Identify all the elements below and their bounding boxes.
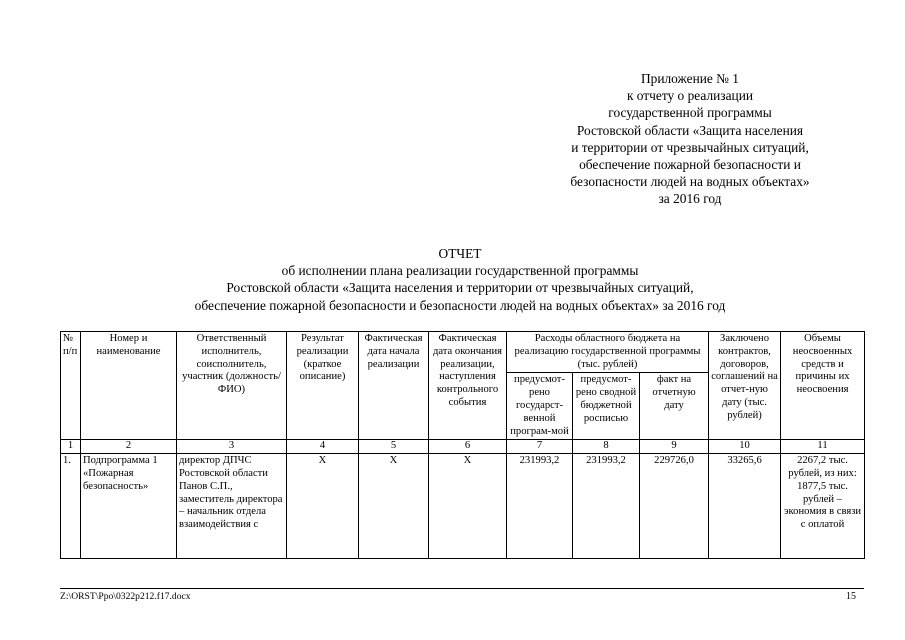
report-title-line: об исполнении плана реализации государственной программы bbox=[281, 263, 639, 279]
report-title-line: Ростовской области «Защита населения и территории от чрезвычайных ситуаций, bbox=[226, 280, 694, 296]
report-title bbox=[60, 245, 860, 314]
column-number: 1 bbox=[61, 440, 81, 454]
row-contracts-text: 33265,6 bbox=[727, 455, 762, 467]
appendix-line: обеспечение пожарной безопасности и bbox=[579, 157, 801, 173]
column-number: 11 bbox=[781, 440, 865, 454]
footer-divider bbox=[60, 588, 864, 589]
row-end-date-text: Х bbox=[463, 455, 472, 467]
row-contracts bbox=[709, 454, 781, 559]
column-number: 3 bbox=[177, 440, 287, 454]
header-fact: факт на отчетную дату bbox=[640, 373, 709, 440]
row-fact-text: 229726,0 bbox=[654, 455, 694, 467]
table-row bbox=[61, 454, 865, 559]
report-title-line: обеспечение пожарной безопасности и безопасности людей на водных объектах» за 2016 год bbox=[194, 297, 726, 313]
appendix-line: к отчету о реализации bbox=[626, 88, 754, 104]
appendix-header bbox=[540, 70, 840, 208]
header-planned: предусмот-рено государст-венной програм-мой bbox=[507, 373, 573, 440]
header-start-date: Фактическая дата начала реализации bbox=[359, 332, 429, 440]
row-result-text: Х bbox=[318, 455, 327, 467]
column-number: 10 bbox=[709, 440, 781, 454]
row-unspent-text: 2267,2 тыс. рублей, из них: 1877,5 тыс. рублей – экономия в связи с оплатой bbox=[784, 455, 862, 531]
appendix-line: и территории от чрезвычайных ситуаций, bbox=[571, 139, 809, 155]
row-fact bbox=[640, 454, 709, 559]
row-start-date-text: Х bbox=[389, 455, 398, 467]
report-title-line: ОТЧЕТ bbox=[438, 246, 482, 261]
row-budget bbox=[573, 454, 640, 559]
report-table bbox=[60, 331, 865, 559]
row-number bbox=[61, 454, 81, 559]
appendix-line: Приложение № 1 bbox=[640, 71, 740, 86]
header-expenses-group: Расходы областного бюджета на реализацию государственной программы (тыс. рублей) bbox=[507, 332, 709, 373]
header-budget: предусмот-рено сводной бюджетной росписью bbox=[573, 373, 640, 440]
appendix-line: Ростовской области «Защита населения bbox=[576, 122, 804, 138]
header-contracts: Заключено контрактов, договоров, соглашений на отчет-ную дату (тыс. рублей) bbox=[709, 332, 781, 440]
header-responsible: Ответственный исполнитель, соисполнитель, участник (должность/ ФИО) bbox=[177, 332, 287, 440]
footer-page-number: 15 bbox=[846, 591, 856, 602]
appendix-line: за 2016 год bbox=[658, 191, 722, 207]
row-name-text: Подпрограмма 1 «Пожарная безопасность» bbox=[83, 455, 158, 492]
column-number: 4 bbox=[287, 440, 359, 454]
row-unspent bbox=[781, 454, 865, 559]
column-number: 7 bbox=[507, 440, 573, 454]
header-name: Номер и наименование bbox=[81, 332, 177, 440]
appendix-line: государственной программы bbox=[608, 105, 772, 121]
appendix-line: безопасности людей на водных объектах» bbox=[570, 174, 810, 190]
column-number: 8 bbox=[573, 440, 640, 454]
column-number-row bbox=[61, 440, 865, 454]
header-end-date: Фактическая дата окончания реализации, наступления контрольного события bbox=[429, 332, 507, 440]
header-number: № п/п bbox=[61, 332, 81, 440]
row-start-date bbox=[359, 454, 429, 559]
row-responsible-text: директор ДПЧС Ростовской области Панов С.П., заместитель директора – начальник отдела взаимодействия с bbox=[179, 455, 283, 531]
header-result: Результат реализации (краткое описание) bbox=[287, 332, 359, 440]
column-number: 6 bbox=[429, 440, 507, 454]
column-number: 5 bbox=[359, 440, 429, 454]
row-name bbox=[81, 454, 177, 559]
row-planned bbox=[507, 454, 573, 559]
row-number-text: 1. bbox=[63, 455, 71, 467]
row-end-date bbox=[429, 454, 507, 559]
row-responsible bbox=[177, 454, 287, 559]
row-planned-text: 231993,2 bbox=[519, 455, 560, 467]
row-result bbox=[287, 454, 359, 559]
footer-file-path: Z:\ORST\Ppo\0322p212.f17.docx bbox=[60, 591, 191, 602]
column-number: 2 bbox=[81, 440, 177, 454]
row-budget-text: 231993,2 bbox=[586, 455, 626, 467]
header-row bbox=[61, 332, 865, 373]
column-number: 9 bbox=[640, 440, 709, 454]
header-unspent: Объемы неосвоенных средств и причины их неосвоения bbox=[781, 332, 865, 440]
